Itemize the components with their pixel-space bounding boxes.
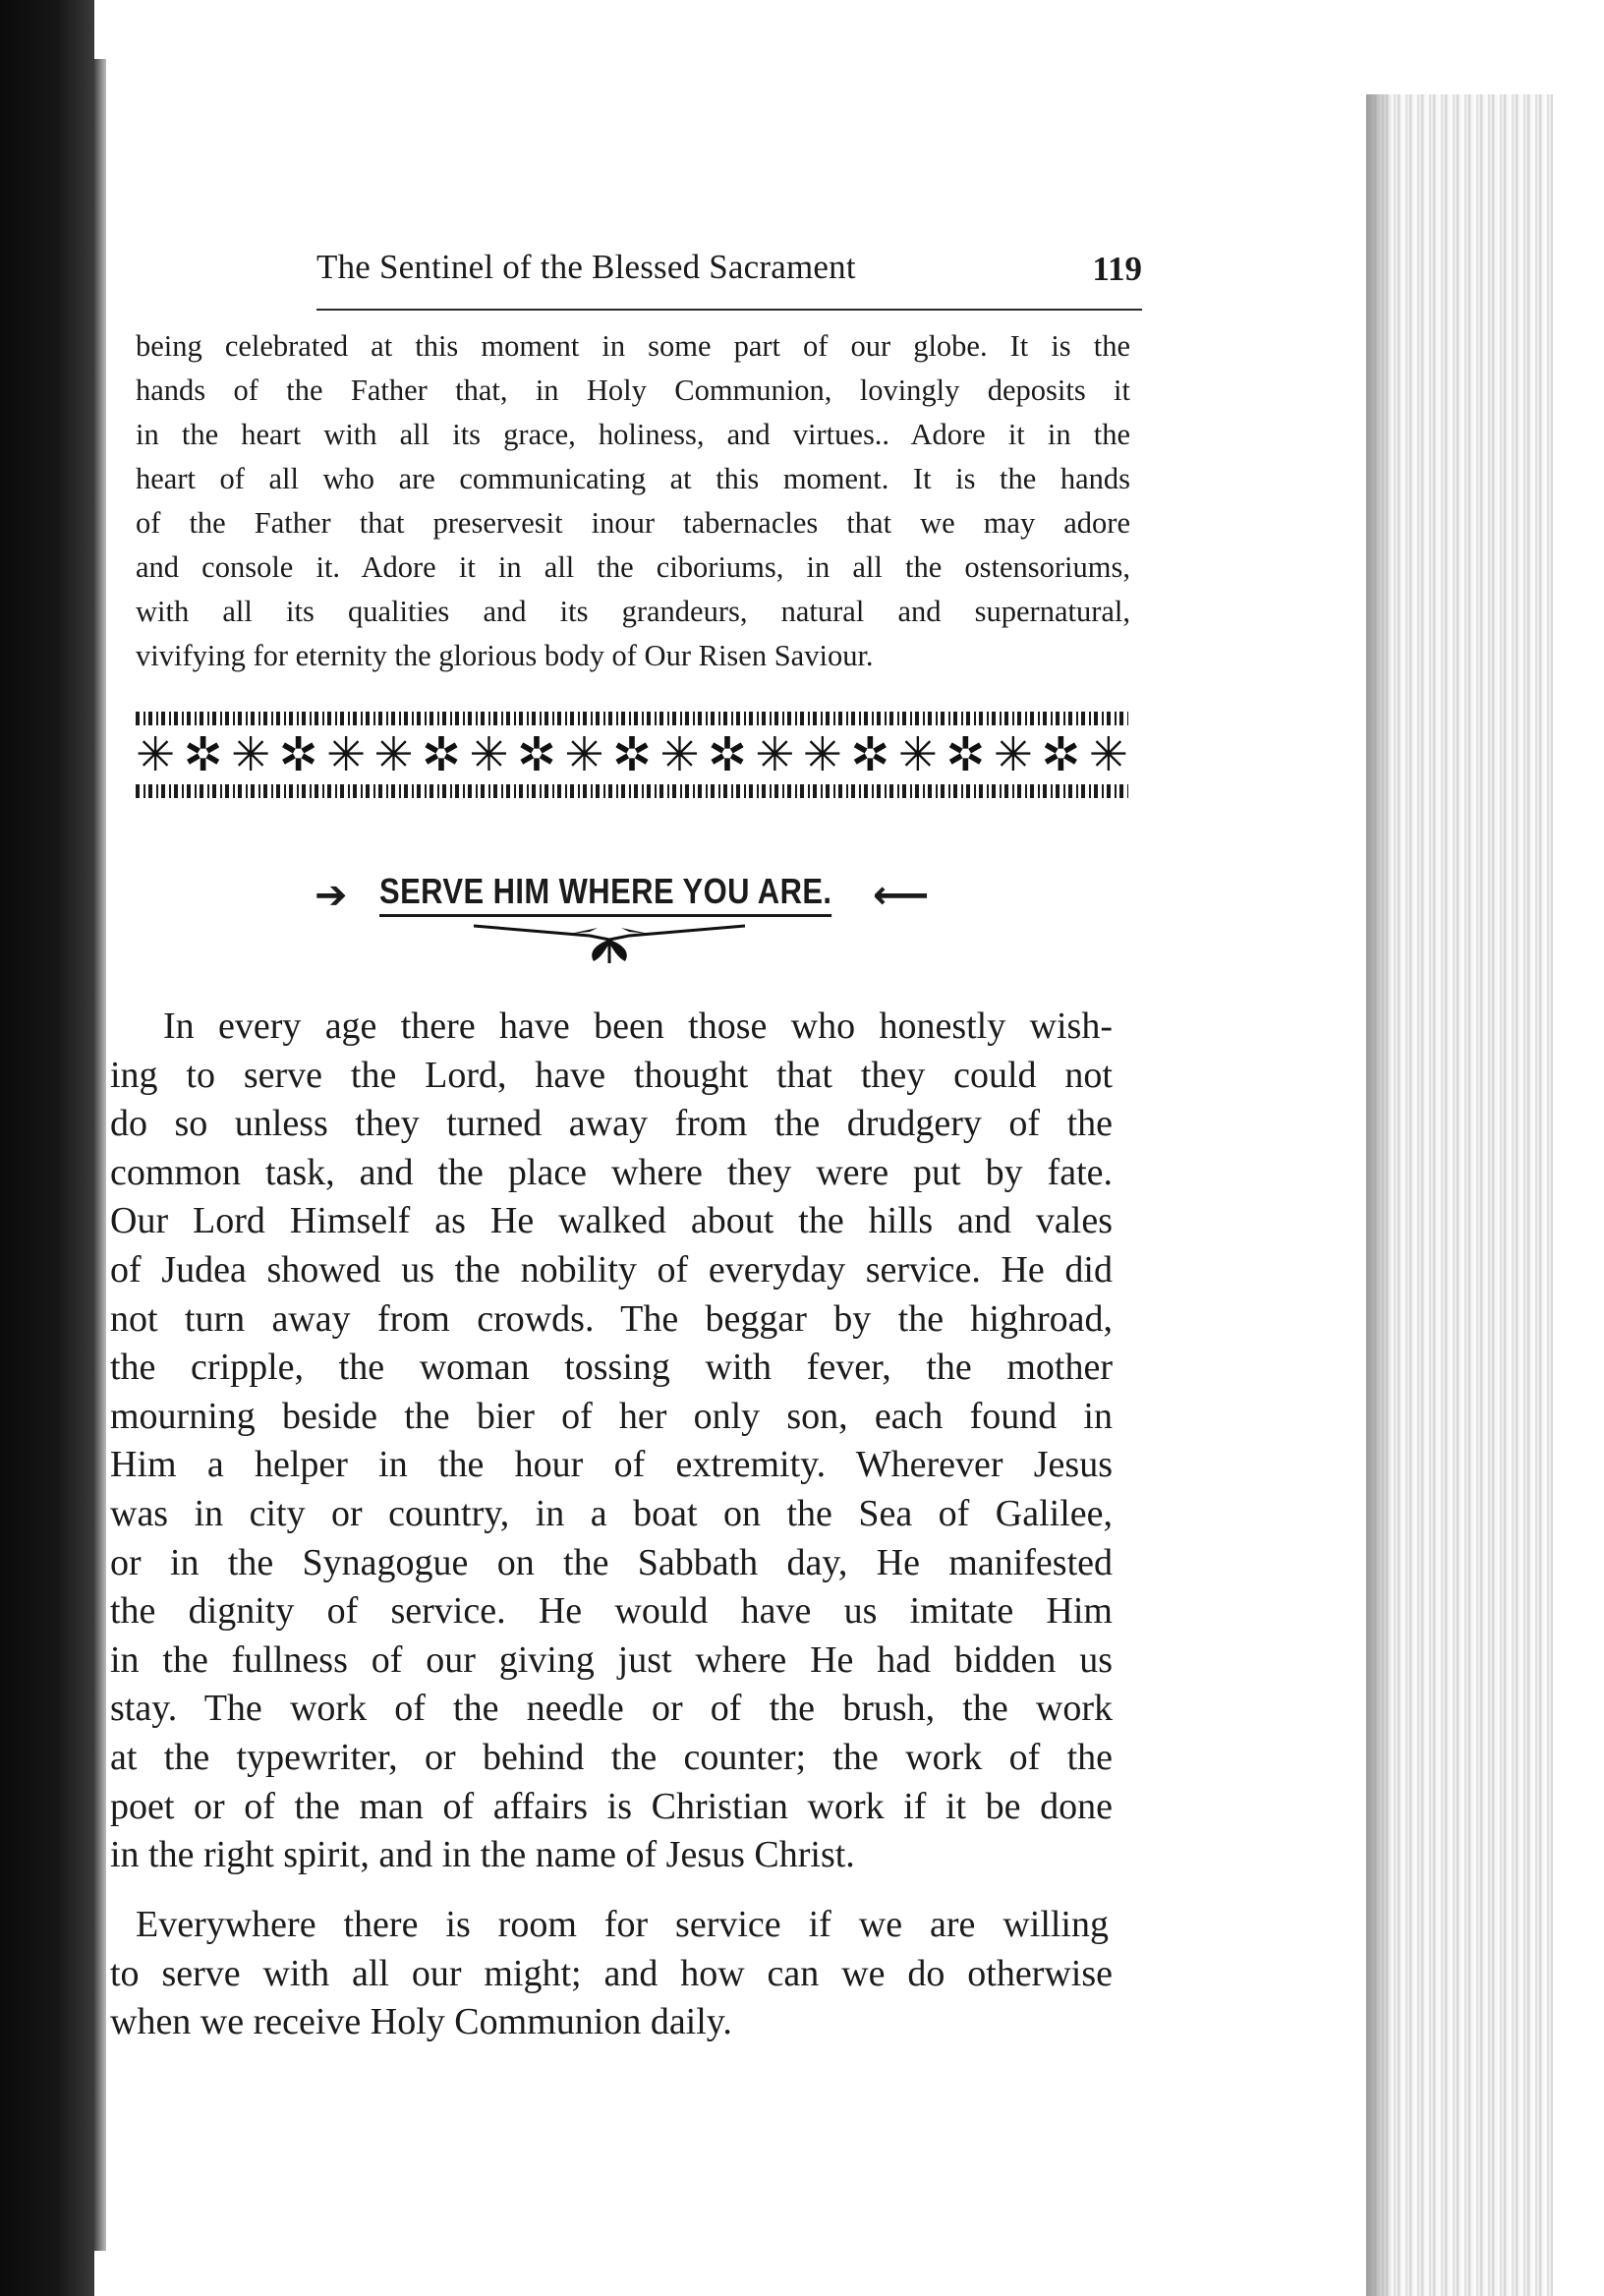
text-line: in the fullness of our giving just where He had bidden us bbox=[110, 1638, 1113, 1681]
text-line: stay. The work of the needle or of the brush, the work bbox=[110, 1688, 1113, 1730]
pointing-hand-right-icon: ⟵ bbox=[873, 873, 930, 918]
page-stack-edges bbox=[1366, 94, 1573, 2296]
page-stack-shade bbox=[1366, 94, 1394, 2296]
text-line: vivifying for eternity the glorious body of Our Risen Saviour. bbox=[136, 639, 874, 672]
text-line: ing to serve the Lord, have thought that they could not bbox=[110, 1054, 1113, 1096]
section-title: SERVE HIM WHERE YOU ARE. bbox=[379, 871, 831, 917]
continued-paragraph bbox=[136, 324, 1130, 678]
text-line: not turn away from crowds. The beggar by the highroad, bbox=[110, 1297, 1113, 1340]
book-gutter-shadow bbox=[0, 0, 94, 2296]
section-heading bbox=[315, 863, 934, 971]
text-line: heart of all who are communicating at this moment. It is the hands bbox=[136, 462, 1130, 495]
running-title: The Sentinel of the Blessed Sacrament bbox=[316, 248, 856, 286]
text-line: in the heart with all its grace, holiness, and virtues.. Adore it in the bbox=[136, 418, 1130, 451]
text-line: being celebrated at this moment in some part of our globe. It is the bbox=[136, 329, 1130, 363]
flourish-icon bbox=[472, 922, 747, 965]
text-line: mourning beside the bier of her only son, each found in bbox=[110, 1395, 1113, 1437]
text-line: hands of the Father that, in Holy Communion, lovingly deposits it bbox=[136, 373, 1130, 407]
header-rule bbox=[316, 309, 1142, 311]
page-number: 119 bbox=[1092, 250, 1142, 288]
text-line: do so unless they turned away from the drudgery of the bbox=[110, 1103, 1113, 1145]
text-line: In every age there have been those who honestly wish- bbox=[163, 1005, 1113, 1047]
running-header bbox=[316, 248, 1142, 307]
text-line: when we receive Holy Communion daily. bbox=[110, 2001, 732, 2043]
text-line: poet or of the man of affairs is Christian work if it be done bbox=[110, 1785, 1113, 1827]
text-line: common task, and the place where they were put by fate. bbox=[110, 1151, 1113, 1193]
ornament-tick-row bbox=[136, 712, 1128, 725]
text-line: the dignity of service. He would have us imitate Him bbox=[110, 1590, 1113, 1633]
text-line: to serve with all our might; and how can we do otherwise bbox=[110, 1952, 1113, 1994]
text-line: at the typewriter, or behind the counter; the work of the bbox=[110, 1736, 1113, 1778]
ornament-tick-row bbox=[136, 784, 1128, 798]
text-line: with all its qualities and its grandeurs, natural and supernatural, bbox=[136, 595, 1130, 628]
text-line: and console it. Adore it in all the ciboriums, in all the ostensoriums, bbox=[136, 550, 1130, 584]
body-paragraph bbox=[110, 1003, 1113, 1880]
text-line: the cripple, the woman tossing with fever, the mother bbox=[110, 1347, 1113, 1389]
text-line: or in the Synagogue on the Sabbath day, He manifested bbox=[110, 1541, 1113, 1583]
scan-margin bbox=[1553, 0, 1604, 2296]
text-line: in the right spirit, and in the name of Jesus Christ. bbox=[110, 1834, 855, 1876]
text-line: Our Lord Himself as He walked about the hills and vales bbox=[110, 1200, 1113, 1242]
text-line: of the Father that preservesit inour tabernacles that we may adore bbox=[136, 506, 1130, 540]
text-line: was in city or country, in a boat on the Sea of Galilee, bbox=[110, 1492, 1113, 1534]
body-paragraph bbox=[110, 1901, 1113, 2047]
ornament-divider bbox=[136, 710, 1128, 800]
text-line: Him a helper in the hour of extremity. Wherever Jesus bbox=[110, 1444, 1113, 1486]
asterisk-star-ornament-icon: ✳ ✲ ✳ ✲ ✳ ✳ ✲ ✳ ✲ ✳ ✲ ✳ ✲ ✳ ✳ ✲ ✳ ✲ ✳ ✲ ✳ bbox=[136, 727, 1128, 782]
pointing-hand-left-icon: ➔ bbox=[315, 873, 348, 918]
text-line: of Judea showed us the nobility of everyday service. He did bbox=[110, 1248, 1113, 1291]
text-line: Everywhere there is room for service if we are willing bbox=[136, 1904, 1109, 1945]
page-fold bbox=[94, 59, 106, 2251]
